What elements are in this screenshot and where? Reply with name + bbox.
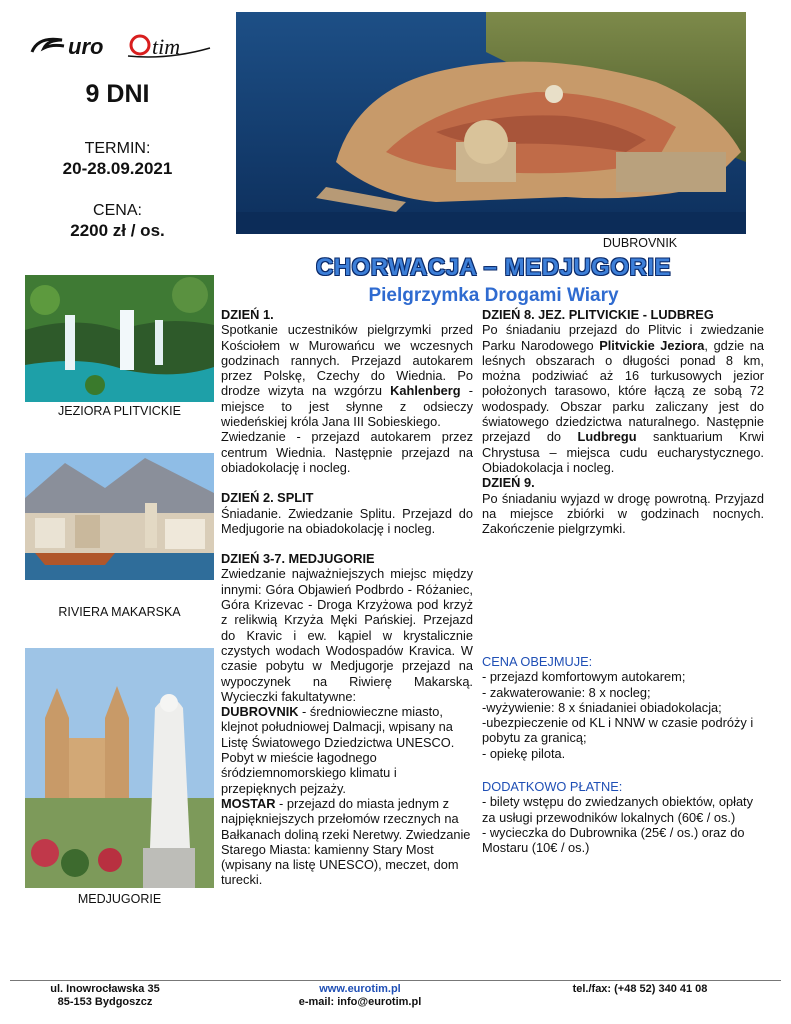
- day1-heading: DZIEŃ 1.: [221, 307, 274, 322]
- page-title: CHORWACJA – MEDJUGORIE: [315, 254, 672, 281]
- extra-heading: DODATKOWO PŁATNE:: [482, 779, 623, 794]
- day2-text: Śniadanie. Zwiedzanie Splitu. Przejazd do Medjugorie na obiadokolację i nocleg.: [221, 505, 473, 536]
- includes-item: - przejazd komfortowym autokarem;: [482, 669, 686, 685]
- day8-heading: DZIEŃ 8. JEZ. PLITVICKIE - LUDBREG: [482, 307, 714, 322]
- day37-text: Zwiedzanie najważniejszych miejsc między innymi: Góra Objawień Podbrdo - Różaniec, Góra Krizevac - Droga Krzyżowa pod krzyż z relikwią Krzyża Męki Pańskiej. Przejazd do Kravic i ew. kąpiel w krystalicznie czystych wodach Wodospadów Kravica. W czasie pobytu w Medjugorje przejazd na wypoczynek na Riwierę Makarską. Wycieczki fakultatywne:: [221, 566, 473, 704]
- dubrovnik-trip: DUBROVNIK - średniowieczne miasto, klejnot południowej Dalmacji, wpisany na Listę Światowego Dziedzictwa UNESCO. Pobyt w mieście łagodnego śródziemnomorskiego klimatu i przepięknych pejzaży.: [221, 704, 455, 796]
- day9-text: Po śniadaniu wyjazd w drogę powrotną. Przyjazd na miejsce zbiórki w godzinach nocnych. Zakończenie pielgrzymki.: [482, 490, 764, 537]
- svg-text:tim: tim: [152, 34, 181, 59]
- day9-heading: DZIEŃ 9.: [482, 475, 535, 491]
- day1-text: Spotkanie uczestników pielgrzymki przed Kościołem w Murowańcu we wczesnych godzinach rannych. Przejazd autokarem przez Polskę, Czechy do Wiednia. Po drodze wizyta na wzgórzu Kahlenberg - miejsce to jest słynne z odsieczy wiedeńskiej króla Jana III Sobieskiego.: [221, 322, 473, 430]
- dubrovnik-caption: DUBROVNIK: [602, 236, 678, 250]
- includes-item: - opiekę pilota.: [482, 745, 566, 761]
- itinerary-column-left: [221, 307, 473, 888]
- trip-duration: 9 DNI: [85, 80, 150, 108]
- day2-heading: DZIEŃ 2. SPLIT: [221, 490, 314, 506]
- dubrovnik-photo: [236, 12, 746, 234]
- day8-text: Po śniadaniu przejazd do Plitvic i zwiedzanie Parku Narodowego Plitvickie Jeziora, gdzie na leśnych obszarach o długości ponad 8 km, można podziwiać aż 16 turkusowych jezior położonych tarasowo, które łączą ze sobą 72 wodospady. Obszar parku zaliczany jest do światowego dziedzictwa naturalnego. Następnie przejazd do Ludbregu sanktuarium Krwi Chrystusa – miejsca cudu eucharystycznego. Obiadokolacja i nocleg.: [482, 322, 764, 475]
- extra-item: - wycieczka do Dubrownika (25€ / os.) oraz do Mostaru (10€ / os.): [482, 824, 745, 856]
- includes-item: -wyżywienie: 8 x śniadaniei obiadokolacja;: [482, 699, 722, 715]
- medjugorie-caption: MEDJUGORIE: [77, 892, 162, 906]
- includes-item: - zakwaterowanie: 8 x nocleg;: [482, 684, 651, 700]
- price-value: 2200 zł / os.: [70, 221, 165, 240]
- itinerary-column-right: [482, 307, 764, 536]
- footer-divider: [10, 980, 781, 981]
- makarska-caption: RIVIERA MAKARSKA: [58, 605, 181, 619]
- term-label: TERMIN:: [84, 140, 151, 157]
- footer-address-line1: ul. Inowrocławska 35: [50, 983, 160, 995]
- medjugorie-photo: [25, 648, 214, 888]
- day1-text-2: Zwiedzanie - przejazd autokarem przez centrum Wiednia. Następnie przejazd na obiadokolację i nocleg.: [221, 429, 473, 475]
- svg-text:uro: uro: [68, 34, 104, 59]
- footer-phone: tel./fax: (+48 52) 340 41 08: [572, 983, 708, 995]
- price-includes: [482, 654, 764, 761]
- term-value: 20-28.09.2021: [62, 159, 173, 178]
- makarska-photo: [25, 453, 214, 580]
- eurotim-logo: [28, 30, 213, 62]
- footer-email[interactable]: e-mail: info@eurotim.pl: [298, 996, 422, 1008]
- footer-website-link[interactable]: www.eurotim.pl: [319, 983, 401, 995]
- day37-heading: DZIEŃ 3-7. MEDJUGORIE: [221, 551, 375, 567]
- footer-address-line2: 85-153 Bydgoszcz: [57, 996, 153, 1008]
- extra-item: - bilety wstępu do zwiedzanych obiektów, opłaty za usługi przewodników lokalnych (60€ / os.): [482, 794, 754, 825]
- plitvice-caption: JEZIORA PLITVICKIE: [58, 404, 181, 418]
- extra-costs: [482, 779, 764, 855]
- includes-heading: CENA OBEJMUJE:: [482, 654, 593, 669]
- mostar-trip: MOSTAR - przejazd do miasta jednym z najpiękniejszych przełomów rzecznych na Bałkanach doliną rzeki Neretwy. Zwiedzanie Starego Miasta: kamienny Stary Most (wpisany na listę UNESCO), meczet, dom turecki.: [221, 795, 471, 888]
- includes-item: -ubezpieczenie od KL i NNW w czasie podróży i pobytu za granicą;: [482, 715, 754, 746]
- price-label: CENA:: [93, 202, 142, 219]
- page-subtitle: Pielgrzymka Drogami Wiary: [368, 285, 619, 306]
- plitvice-photo: [25, 275, 214, 402]
